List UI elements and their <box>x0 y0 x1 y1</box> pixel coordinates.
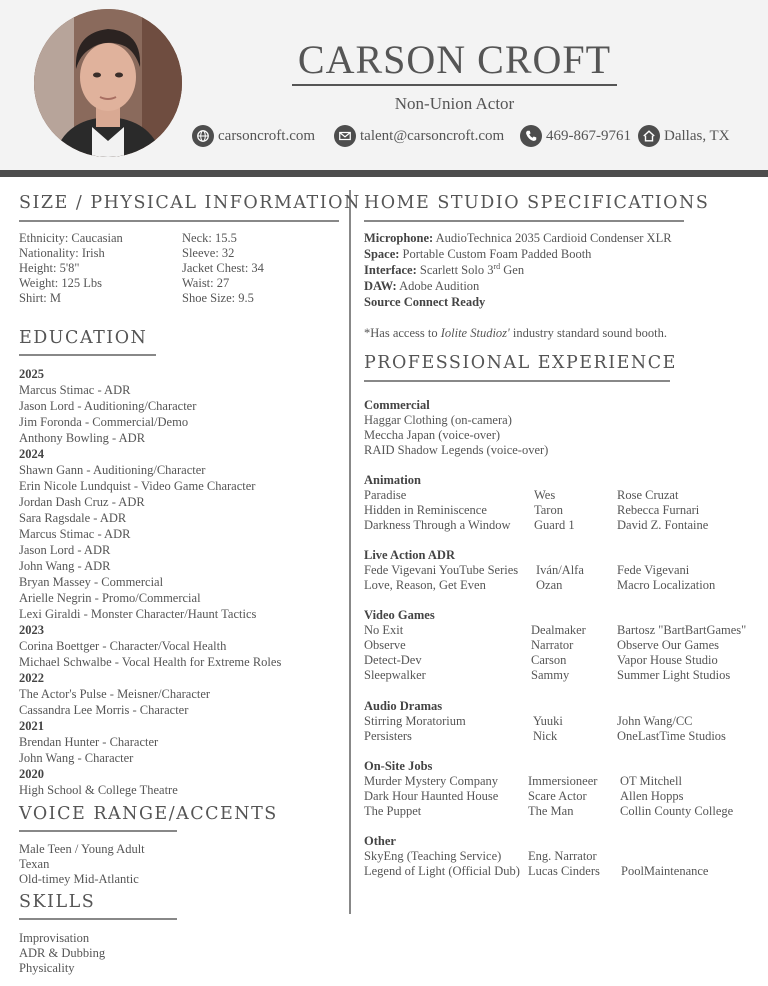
physical-jacket-chest: Jacket Chest: 34 <box>182 261 264 275</box>
exp-audio-dramas <box>364 699 726 744</box>
voice-item: Texan <box>19 857 50 871</box>
studio-note-pre: *Has access to <box>364 326 438 340</box>
exp-role: Lucas Cinders <box>528 864 600 878</box>
exp-project: Stirring Moratorium <box>364 714 466 728</box>
skill-item: ADR & Dubbing <box>19 946 106 960</box>
studio-source-connect-label: Source Connect Ready <box>364 295 486 309</box>
exp-company: Collin County College <box>620 804 734 818</box>
education-entry: Jason Lord - ADR <box>19 543 111 557</box>
physical-section-rule <box>19 220 339 222</box>
skills-list <box>19 931 105 976</box>
exp-project: Murder Mystery Company <box>364 774 499 788</box>
exp-project: Fede Vigevani YouTube Series <box>364 563 519 577</box>
mail-icon <box>334 125 356 147</box>
physical-weight: Weight: 125 Lbs <box>19 276 103 290</box>
exp-row <box>364 578 716 593</box>
column-divider <box>349 190 351 914</box>
exp-company: Rose Cruzat <box>617 488 679 502</box>
exp-company: PoolMaintenance <box>621 864 709 878</box>
physical-waist: Waist: 27 <box>182 276 230 290</box>
experience-section-rule <box>364 380 670 382</box>
exp-company: Macro Localization <box>617 578 716 592</box>
exp-video-games <box>364 608 747 683</box>
education-entry: Jason Lord - Auditioning/Character <box>19 399 197 413</box>
exp-company: Bartosz "BartBartGames" <box>617 623 747 637</box>
education-entry: Brendan Hunter - Character <box>19 735 159 749</box>
physical-height: Height: 5'8" <box>19 261 80 275</box>
exp-credit: Haggar Clothing (on-camera) <box>364 413 512 427</box>
studio-microphone-label: Microphone: <box>364 231 434 245</box>
contact-email-text: talent@carsoncroft.com <box>360 127 505 144</box>
exp-project: Observe <box>364 638 406 652</box>
education-entry: Cassandra Lee Morris - Character <box>19 703 189 717</box>
studio-note-post: industry standard sound booth. <box>512 326 668 340</box>
exp-project: SkyEng (Teaching Service) <box>364 849 502 863</box>
exp-row <box>364 503 700 518</box>
voice-item: Male Teen / Young Adult <box>19 842 145 856</box>
exp-role: Nick <box>533 729 558 743</box>
education-entry: John Wang - Character <box>19 751 134 765</box>
exp-row <box>364 789 684 804</box>
exp-row <box>364 413 512 428</box>
exp-role: Eng. Narrator <box>528 849 597 863</box>
phone-icon <box>520 125 542 147</box>
education-section-rule <box>19 354 156 356</box>
studio-interface-post: Gen <box>503 263 525 277</box>
exp-company: Rebecca Furnari <box>617 503 700 517</box>
exp-role: Guard 1 <box>534 518 575 532</box>
studio-space-label: Space: <box>364 247 400 261</box>
exp-project: The Puppet <box>364 804 422 818</box>
education-entry: Jordan Dash Cruz - ADR <box>19 495 145 509</box>
exp-row <box>364 849 597 864</box>
exp-row <box>364 653 718 668</box>
exp-row <box>364 518 709 533</box>
exp-row <box>364 714 693 729</box>
exp-row <box>364 443 549 458</box>
exp-role: Sammy <box>531 668 570 682</box>
exp-row <box>364 638 720 653</box>
contact-location-text: Dallas, TX <box>664 127 730 144</box>
exp-project: Sleepwalker <box>364 668 426 682</box>
education-entry: Jim Foronda - Commercial/Demo <box>19 415 189 429</box>
avatar <box>34 9 182 157</box>
studio-interface <box>364 262 672 278</box>
exp-credit: Meccha Japan (voice-over) <box>364 428 501 442</box>
physical-left-list <box>19 231 123 306</box>
contact-phone-text: 469-867-9761 <box>546 127 631 144</box>
exp-role: Wes <box>534 488 556 502</box>
education-entry: Bryan Massey - Commercial <box>19 575 164 589</box>
exp-row <box>364 804 734 819</box>
studio-source-connect <box>364 294 672 310</box>
skills-section-title: SKILLS <box>19 892 96 912</box>
exp-role: Taron <box>534 503 563 517</box>
studio-note-italic: Iolite Studioz' <box>440 326 510 340</box>
studio-daw-value: Adobe Audition <box>399 279 480 293</box>
exp-project: Detect-Dev <box>364 653 422 667</box>
skill-item: Physicality <box>19 961 75 975</box>
contact-website[interactable] <box>192 124 315 148</box>
education-entry: The Actor's Pulse - Meisner/Character <box>19 687 211 701</box>
studio-interface-sup: rd <box>493 261 501 271</box>
exp-project: No Exit <box>364 623 404 637</box>
education-year: 2022 <box>19 671 44 685</box>
education-year: 2024 <box>19 447 44 461</box>
education-entry: Corina Boettger - Character/Vocal Health <box>19 639 227 653</box>
studio-specs <box>364 230 672 310</box>
exp-live-action <box>364 548 716 593</box>
education-entry: High School & College Theatre <box>19 783 178 797</box>
voice-section-rule <box>19 830 177 832</box>
exp-project: Hidden in Reminiscence <box>364 503 487 517</box>
education-year: 2023 <box>19 623 44 637</box>
exp-group-title: Live Action ADR <box>364 548 455 562</box>
exp-group-title: Animation <box>364 473 421 487</box>
exp-row <box>364 428 501 443</box>
exp-company: OT Mitchell <box>620 774 682 788</box>
studio-daw-label: DAW: <box>364 279 397 293</box>
exp-group-title: Audio Dramas <box>364 699 443 713</box>
education-list <box>19 366 281 798</box>
contact-website-text: carsoncroft.com <box>218 127 316 144</box>
studio-microphone <box>364 230 672 246</box>
physical-right-list <box>182 231 264 306</box>
exp-project: Dark Hour Haunted House <box>364 789 499 803</box>
voice-section-title: VOICE RANGE/ACCENTS <box>19 804 278 824</box>
exp-other <box>364 834 709 879</box>
education-section-title: EDUCATION <box>19 328 148 348</box>
studio-microphone-value: AudioTechnica 2035 Cardioid Condenser XLR <box>435 231 672 245</box>
exp-company: Vapor House Studio <box>617 653 718 667</box>
exp-row <box>364 563 690 578</box>
education-year: 2025 <box>19 367 44 381</box>
exp-row <box>364 729 726 744</box>
globe-icon <box>192 125 214 147</box>
header-divider-bar <box>0 170 768 177</box>
actor-name: CARSON CROFT <box>297 37 612 82</box>
exp-commercial <box>364 398 549 458</box>
physical-nationality: Nationality: Irish <box>19 246 105 260</box>
voice-list <box>19 842 145 887</box>
exp-group-title: Other <box>364 834 396 848</box>
education-entry: Marcus Stimac - ADR <box>19 527 131 541</box>
actor-tagline: Non-Union Actor <box>394 94 515 113</box>
contact-email[interactable] <box>334 124 504 148</box>
exp-company: Observe Our Games <box>617 638 720 652</box>
physical-section-title: SIZE / PHYSICAL INFORMATION <box>19 193 361 213</box>
studio-interface-value: Scarlett Solo 3 <box>419 263 494 277</box>
studio-section-rule <box>364 220 684 222</box>
education-entry: Marcus Stimac - ADR <box>19 383 131 397</box>
exp-company: Summer Light Studios <box>617 668 731 682</box>
exp-role: The Man <box>528 804 574 818</box>
education-year: 2021 <box>19 719 44 733</box>
education-entry: Lexi Giraldi - Monster Character/Haunt Tactics <box>19 607 257 621</box>
education-entry: Arielle Negrin - Promo/Commercial <box>19 591 201 605</box>
voice-item: Old-timey Mid-Atlantic <box>19 872 139 886</box>
education-entry: Shawn Gann - Auditioning/Character <box>19 463 206 477</box>
studio-interface-label: Interface: <box>364 263 417 277</box>
exp-role: Yuuki <box>533 714 563 728</box>
exp-company: Fede Vigevani <box>617 563 690 577</box>
education-entry: Erin Nicole Lundquist - Video Game Character <box>19 479 256 493</box>
exp-project: Love, Reason, Get Even <box>364 578 486 592</box>
studio-section-title: HOME STUDIO SPECIFICATIONS <box>364 193 710 213</box>
exp-project: Persisters <box>364 729 412 743</box>
exp-role: Immersioneer <box>528 774 598 788</box>
exp-role: Carson <box>531 653 567 667</box>
contact-phone[interactable] <box>520 124 631 148</box>
exp-group-title: Video Games <box>364 608 435 622</box>
exp-role: Narrator <box>531 638 574 652</box>
physical-shoe-size: Shoe Size: 9.5 <box>182 291 254 305</box>
exp-row <box>364 488 679 503</box>
exp-onsite <box>364 759 734 819</box>
studio-space-value: Portable Custom Foam Padded Booth <box>402 247 592 261</box>
physical-sleeve: Sleeve: 32 <box>182 246 235 260</box>
exp-row <box>364 623 747 638</box>
education-entry: Michael Schwalbe - Vocal Health for Extreme Roles <box>19 655 282 669</box>
physical-shirt: Shirt: M <box>19 291 62 305</box>
exp-project: Legend of Light (Official Dub) <box>364 864 520 878</box>
exp-commercial-title: Commercial <box>364 398 430 412</box>
exp-credit: RAID Shadow Legends (voice-over) <box>364 443 549 457</box>
exp-company: John Wang/CC <box>617 714 693 728</box>
experience-section-title: PROFESSIONAL EXPERIENCE <box>364 353 677 373</box>
studio-daw <box>364 278 672 294</box>
exp-group-title: On-Site Jobs <box>364 759 433 773</box>
exp-company: Allen Hopps <box>620 789 684 803</box>
skill-item: Improvisation <box>19 931 90 945</box>
studio-note <box>364 326 667 341</box>
skills-section-rule <box>19 918 177 920</box>
exp-row <box>364 864 709 879</box>
exp-row <box>364 774 682 789</box>
education-entry: Sara Ragsdale - ADR <box>19 511 127 525</box>
exp-company: OneLastTime Studios <box>617 729 726 743</box>
exp-role: Iván/Alfa <box>536 563 584 577</box>
home-icon <box>638 125 660 147</box>
exp-project: Paradise <box>364 488 407 502</box>
contact-location <box>638 124 730 148</box>
physical-neck: Neck: 15.5 <box>182 231 237 245</box>
name-underline <box>292 84 617 86</box>
education-entry: Anthony Bowling - ADR <box>19 431 146 445</box>
portrait-photo <box>34 9 182 157</box>
education-year: 2020 <box>19 767 44 781</box>
exp-animation <box>364 473 709 533</box>
studio-space <box>364 246 672 262</box>
exp-role: Ozan <box>536 578 563 592</box>
education-entry: John Wang - ADR <box>19 559 111 573</box>
physical-ethnicity: Ethnicity: Caucasian <box>19 231 123 245</box>
exp-role: Dealmaker <box>531 623 586 637</box>
exp-row <box>364 668 731 683</box>
exp-role: Scare Actor <box>528 789 587 803</box>
exp-project: Darkness Through a Window <box>364 518 511 532</box>
exp-company: David Z. Fontaine <box>617 518 709 532</box>
